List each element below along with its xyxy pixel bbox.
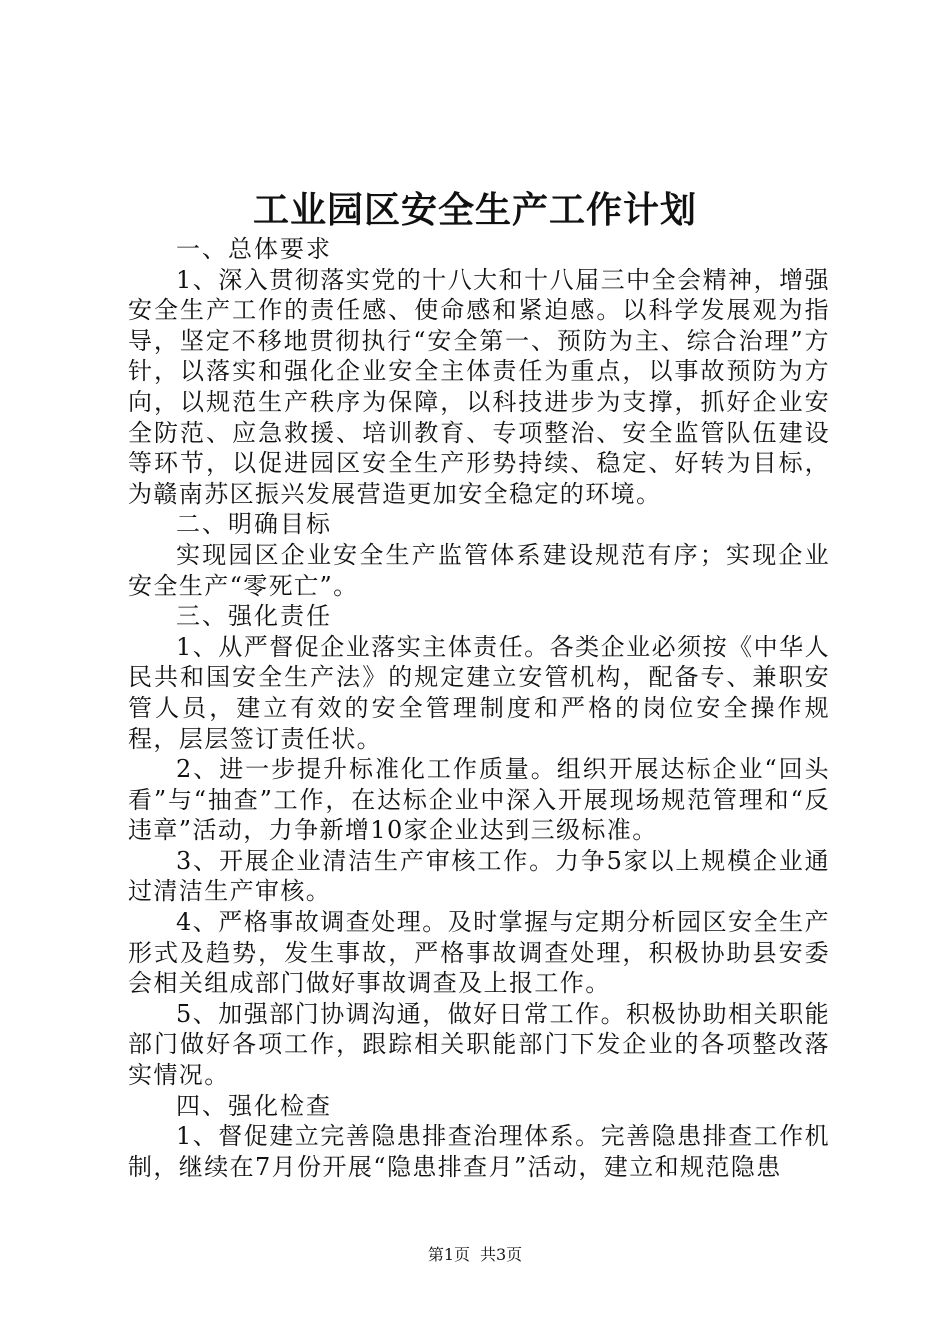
paragraph-goals: 实现园区企业安全生产监管体系建设规范有序；实现企业安全生产“零死亡”。 — [128, 540, 830, 600]
section-heading-general: 一、总体要求 — [176, 235, 332, 263]
document-body — [128, 234, 830, 1182]
paragraph-inspection-1: 1、督促建立完善隐患排查治理体系。完善隐患排查工作机制，继续在7月份开展“隐患排查月”活动，建立和规范隐患 — [128, 1122, 830, 1181]
paragraph-responsibility-1: 1、从严督促企业落实主体责任。各类企业必须按《中华人民共和国安全生产法》的规定建立安管机构，配备专、兼职安管人员，建立有效的安全管理制度和严格的岗位安全操作规程，层层签订责任状。 — [128, 632, 830, 753]
page-number: 第1页 — [427, 1245, 470, 1264]
paragraph-responsibility-2: 2、进一步提升标准化工作质量。组织开展达标企业“回头看”与“抽查”工作，在达标企业中深入开展现场规范管理和“反违章”活动，力争新增10家企业达到三级标准。 — [128, 755, 830, 845]
paragraph-responsibility-3: 3、开展企业清洁生产审核工作。力争5家以上规模企业通过清洁生产审核。 — [128, 846, 830, 906]
section-heading-goals: 二、明确目标 — [176, 510, 332, 539]
paragraph-responsibility-4: 4、严格事故调查处理。及时掌握与定期分析园区安全生产形式及趋势，发生事故，严格事故调查处理，积极协助县安委会相关组成部门做好事故调查及上报工作。 — [128, 908, 830, 998]
paragraph-general-1: 1、深入贯彻落实党的十八大和十八届三中全会精神，增强安全生产工作的责任感、使命感和紧迫感。以科学发展观为指导，坚定不移地贯彻执行“安全第一、预防为主、综合治理”方针，以落实和强化企业安全主体责任为重点，以事故预防为方向，以规范生产秩序为保障，以科技进步为支撑，抓好企业安全防范、应急救援、培训教育、专项整治、安全监管队伍建设等环节，以促进园区安全生产形势持续、稳定、好转为目标，为赣南苏区振兴发展营造更加安全稳定的环境。 — [128, 265, 830, 508]
page-total: 共3页 — [480, 1245, 523, 1264]
paragraph-responsibility-5: 5、加强部门协调沟通，做好日常工作。积极协助相关职能部门做好各项工作，跟踪相关职能部门下发企业的各项整改落实情况。 — [128, 999, 830, 1090]
document-title: 工业园区安全生产工作计划 — [252, 189, 697, 231]
page-footer — [0, 1244, 950, 1266]
section-heading-responsibility: 三、强化责任 — [176, 602, 332, 631]
section-heading-inspection: 四、强化检查 — [176, 1091, 332, 1120]
